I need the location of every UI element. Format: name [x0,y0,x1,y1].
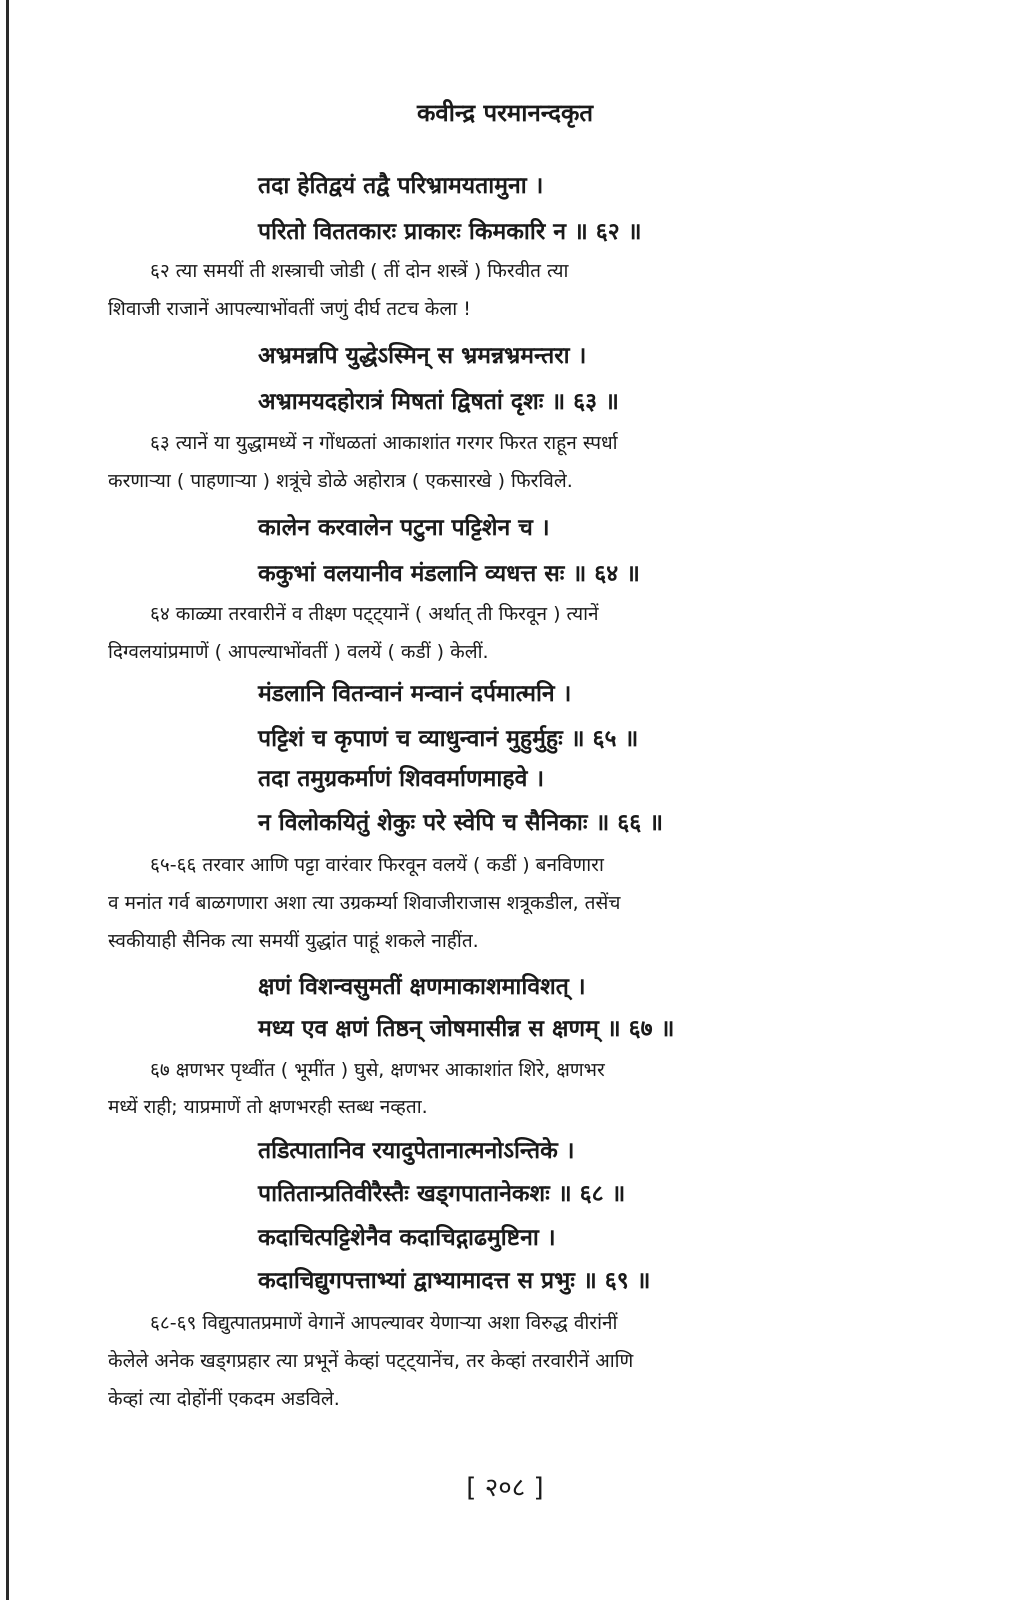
page-header: कवीन्द्र परमानन्दकृत [416,99,594,127]
translation-line: ६५-६६ तरवार आणि पट्टा वारंवार फिरवून वलयें ( कडीं ) बनविणारा [150,854,604,876]
verse-line: तदा तमुग्रकर्माणं शिववर्माणमाहवे । [258,766,545,792]
translation-line: मध्यें राही; याप्रमाणें तो क्षणभरही स्तब्ध नव्हता. [108,1096,428,1118]
verse-line: अभ्रामयदहोरात्रं मिषतां द्विषतां दृशः ॥ ६३ ॥ [258,389,619,415]
verse-line: तडित्पातानिव रयादुपेतानात्मनोऽन्तिके । [258,1138,575,1164]
verse-line: कालेन करवालेन पटुना पट्टिशेन च । [258,515,550,541]
verse-line: कदाचित्पट्टिशेनैव कदाचिद्गाढमुष्टिना । [258,1225,556,1251]
translation-line: करणाऱ्या ( पाहणाऱ्या ) शत्रूंचे डोळे अहोरात्र ( एकसारखे ) फिरविले. [108,470,573,492]
verse-line: मध्य एव क्षणं तिष्ठन् जोषमासीन्न स क्षणम् ॥ ६७ ॥ [258,1016,675,1042]
translation-line: शिवाजी राजानें आपल्याभोंवतीं जणुं दीर्घ तटच केला ! [108,298,471,320]
translation-line: व मनांत गर्व बाळगणारा अशा त्या उग्रकर्म्या शिवाजीराजास शत्रूकडील, तसेंच [108,892,621,914]
verse-line: क्षणं विशन्वसुमतीं क्षणमाकाशमाविशत् । [258,974,586,1000]
verse-line: पातितान्प्रतिवीरैस्तैः खड्गपातानेकशः ॥ ६८ ॥ [258,1181,626,1207]
translation-line: केव्हां त्या दोहोंनीं एकदम अडविले. [108,1388,340,1410]
translation-line: ६७ क्षणभर पृथ्वींत ( भूमींत ) घुसे, क्षणभर आकाशांत शिरे, क्षणभर [150,1059,605,1081]
verse-line: न विलोकयितुं शेकुः परे स्वेपि च सैनिकाः ॥ ६६ ॥ [258,810,663,836]
translation-line: केलेले अनेक खड्गप्रहार त्या प्रभूनें केव्हां पट्ट्यानेंच, तर केव्हां तरवारीनें आणि [108,1350,634,1372]
translation-line: ६४ काळ्या तरवारीनें व तीक्ष्ण पट्ट्यानें ( अर्थात् ती फिरवून ) त्यानें [150,603,599,625]
translation-line: ६२ त्या समयीं ती शस्त्राची जोडी ( तीं दोन शस्त्रें ) फिरवीत त्या [150,260,569,282]
translation-line: ६८-६९ विद्युत्पातप्रमाणें वेगानें आपल्यावर येणाऱ्या अशा विरुद्ध वीरांनीं [150,1312,618,1334]
verse-line: परितो विततकारः प्राकारः किमकारि न ॥ ६२ ॥ [258,219,642,245]
verse-line: तदा हेतिद्वयं तद्वै परिभ्रामयतामुना । [258,173,544,199]
translation-line: स्वकीयाही सैनिक त्या समयीं युद्धांत पाहूं शकले नाहींत. [108,930,479,952]
verse-line: ककुभां वलयानीव मंडलानि व्यधत्त सः ॥ ६४ ॥ [258,561,640,587]
verse-line: कदाचिद्युगपत्ताभ्यां द्वाभ्यामादत्त स प्रभुः ॥ ६९ ॥ [258,1268,651,1294]
verse-line: अभ्रमन्नपि युद्धेऽस्मिन् स भ्रमन्नभ्रमन्तरा । [258,343,587,369]
page-number: [ २०८ ] [466,1473,544,1503]
verse-line: पट्टिशं च कृपाणं च व्याधुन्वानं मुहुर्मुहुः ॥ ६५ ॥ [258,726,639,752]
verse-line: मंडलानि वितन्वानं मन्वानं दर्पमात्मनि । [258,681,572,707]
translation-line: दिग्वलयांप्रमाणें ( आपल्याभोंवतीं ) वलयें ( कडीं ) केलीं. [108,641,489,663]
translation-line: ६३ त्यानें या युद्धामध्यें न गोंधळतां आकाशांत गरगर फिरत राहून स्पर्धा [150,432,618,454]
